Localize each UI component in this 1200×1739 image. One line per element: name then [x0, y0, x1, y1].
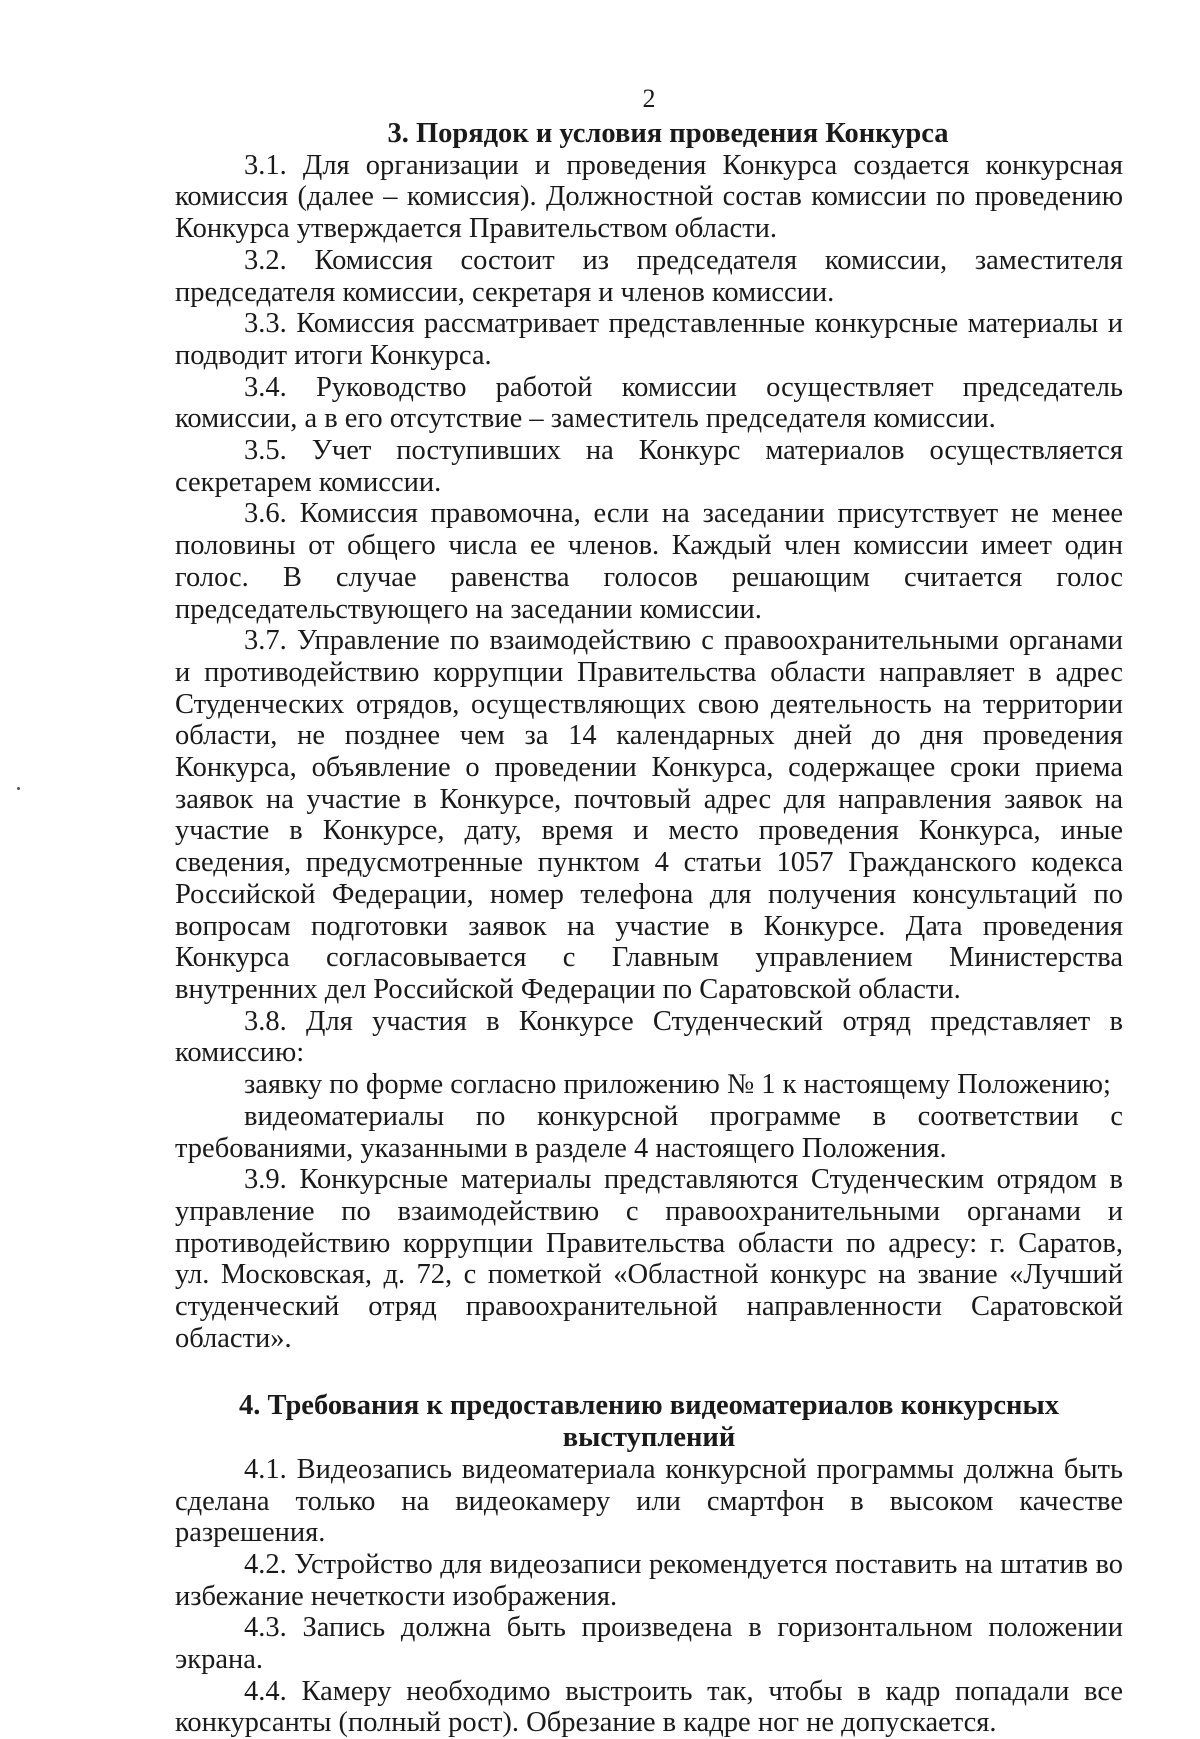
- page-number: 2: [642, 84, 656, 113]
- section-3-title: 3. Порядок и условия проведения Конкурса: [387, 118, 949, 149]
- paragraph-3-5: 3.5. Учет поступивших на Конкурс материалов осуществляется секретарем комиссии.: [175, 435, 1123, 498]
- paragraph-3-8-item-application: заявку по форме согласно приложению № 1 к настоящему Положению;: [244, 1069, 1111, 1101]
- scan-artifact-dot: [17, 787, 20, 790]
- paragraph-3-9: 3.9. Конкурсные материалы представляются Студенческим отрядом в управление по взаимодействию с правоохранительными органами и противодействию коррупции Правительства области по адресу: г. Саратов, ул. Московская, д. 72, с пометкой «Областной конкурс на звание «Лучший студенческий отряд правоохранительной направленности Саратовской области».: [175, 1164, 1123, 1354]
- paragraph-3-6: 3.6. Комиссия правомочна, если на заседании присутствует не менее половины от общего числа ее членов. Каждый член комиссии имеет один голос. В случае равенства голосов решающим считается голос председательствующего на заседании комиссии.: [175, 498, 1123, 625]
- paragraph-3-3: 3.3. Комиссия рассматривает представленные конкурсные материалы и подводит итоги Конкурса.: [175, 308, 1123, 371]
- paragraph-4-2: 4.2. Устройство для видеозаписи рекомендуется поставить на штатив во избежание нечеткости изображения.: [175, 1548, 1123, 1612]
- paragraph-3-8: 3.8. Для участия в Конкурсе Студенческий отряд представляет в комиссию:: [175, 1005, 1123, 1069]
- paragraph-3-2: 3.2. Комиссия состоит из председателя комиссии, заместителя председателя комиссии, секретаря и членов комиссии.: [175, 244, 1123, 308]
- paragraph-4-4: 4.4. Камеру необходимо выстроить так, чтобы в кадр попадали все конкурсанты (полный рост). Обрезание в кадре ног не допускается.: [175, 1675, 1123, 1739]
- document-page: [175, 0, 1123, 1739]
- paragraph-3-4: 3.4. Руководство работой комиссии осуществляет председатель комиссии, а в его отсутствие – заместитель председателя комиссии.: [175, 371, 1123, 435]
- section-4-title: 4. Требования к предоставлению видеоматериалов конкурсных выступлений: [239, 1390, 1059, 1454]
- paragraph-4-3: 4.3. Запись должна быть произведена в горизонтальном положении экрана.: [175, 1612, 1123, 1676]
- paragraph-3-8-item-video: видеоматериалы по конкурсной программе в соответствии с требованиями, указанными в разделе 4 настоящего Положения.: [175, 1100, 1123, 1164]
- paragraph-4-1: 4.1. Видеозапись видеоматериала конкурсной программы должна быть сделана только на видеокамеру или смартфон в высоком качестве разрешения.: [175, 1453, 1123, 1549]
- paragraph-3-1: 3.1. Для организации и проведения Конкурса создается конкурсная комиссия (далее – комиссия). Должностной состав комиссии по проведению Конкурса утверждается Правительством области.: [175, 149, 1123, 245]
- paragraph-3-7: 3.7. Управление по взаимодействию с правоохранительными органами и противодействию коррупции Правительства области направляет в адрес Студенческих отрядов, осуществляющих свою деятельность на территории области, не позднее чем за 14 календарных дней до дня проведения Конкурса, объявление о проведении Конкурса, содержащее сроки приема заявок на участие в Конкурсе, почтовый адрес для направления заявок на участие в Конкурсе, дату, время и место проведения Конкурса, иные сведения, предусмотренные пунктом 4 статьи 1057 Гражданского кодекса Российской Федерации, номер телефона для получения консультаций по вопросам подготовки заявок на участие в Конкурсе. Дата проведения Конкурса согласовывается с Главным управлением Министерства внутренних дел Российской Федерации по Саратовской области.: [175, 625, 1123, 1005]
